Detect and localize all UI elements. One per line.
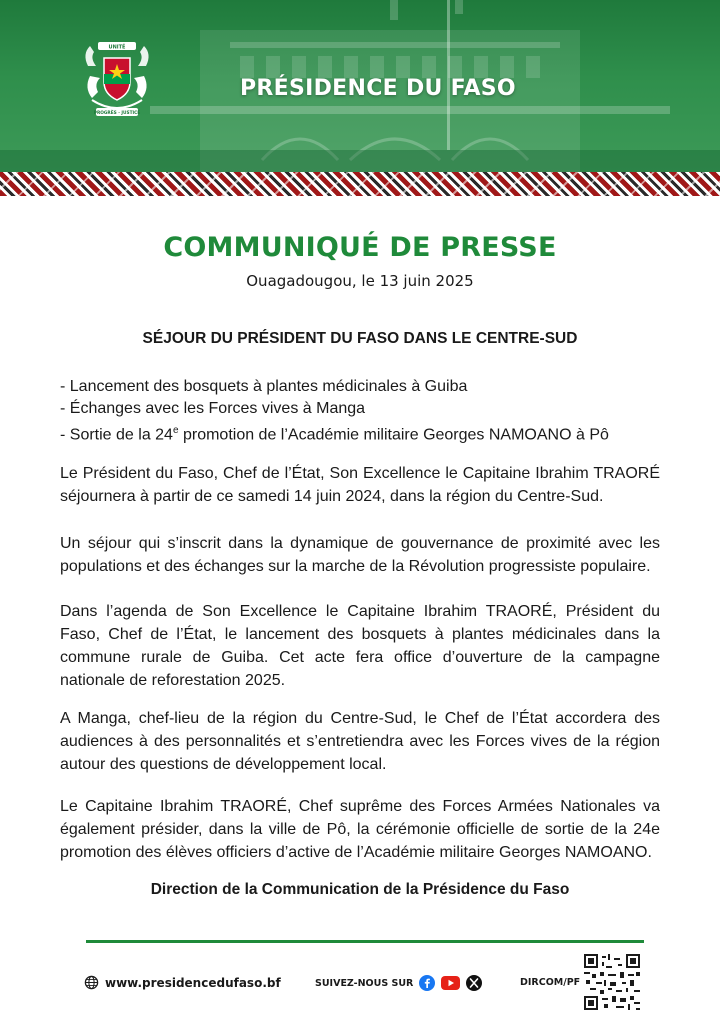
- dircom-label: DIRCOM/PF: [520, 977, 581, 988]
- header-banner: [0, 0, 720, 172]
- superscript-e: e: [172, 425, 179, 436]
- social-follow: [315, 975, 482, 991]
- agenda-list: [60, 376, 670, 446]
- list-item-text-start: - Sortie de la 24: [60, 426, 173, 444]
- paragraph: A Manga, chef-lieu de la région du Centre-Sud, le Chef de l’État accordera des audiences à des personnalités et s’entretiendra avec les Forces vives de la région autour des questions de développement local.: [60, 710, 660, 773]
- paragraph: Le Capitaine Ibrahim TRAORÉ, Chef suprême des Forces Armées Nationales va également présider, dans la ville de Pô, la cérémonie officielle de sortie de la 24e promotion des élèves officiers d’active de l’Académie militaire Georges NAMOANO.: [60, 798, 660, 861]
- footer-divider: [86, 940, 644, 943]
- emblem-top-text: UNITÉ: [108, 44, 126, 51]
- list-item: - Lancement des bosquets à plantes médicinales à Guiba: [60, 378, 468, 395]
- subject-heading: SÉJOUR DU PRÉSIDENT DU FASO DANS LE CENTRE-SUD: [142, 330, 578, 347]
- list-item-text-end: promotion de l’Académie militaire Georges NAMOANO à Pô: [178, 426, 609, 444]
- globe-icon: [84, 975, 99, 990]
- dateline: Ouagadougou, le 13 juin 2025: [246, 272, 474, 290]
- paragraph: Dans l’agenda de Son Excellence le Capitaine Ibrahim TRAORÉ, Président du Faso, Chef de l’État, le lancement des bosquets à plantes médicinales dans la commune rurale de Guiba. Cet acte fera office d’ouverture de la campagne nationale de reforestation 2025.: [60, 603, 660, 689]
- follow-label: SUIVEZ-NOUS SUR: [315, 977, 414, 989]
- banner-title: PRÉSIDENCE DU FASO: [240, 76, 516, 101]
- qr-code[interactable]: [584, 954, 640, 1010]
- list-item: [60, 420, 670, 446]
- coat-of-arms-emblem: [76, 36, 158, 124]
- communique-title: COMMUNIQUÉ DE PRESSE: [163, 232, 557, 263]
- signature: Direction de la Communication de la Présidence du Faso: [150, 881, 570, 898]
- decorative-pattern-strip: [0, 172, 720, 196]
- facebook-icon[interactable]: [419, 975, 435, 991]
- website-text: www.presidencedufaso.bf: [105, 975, 281, 990]
- paragraph: Un séjour qui s’inscrit dans la dynamique de gouvernance de proximité avec les populations et des échanges sur la marche de la Révolution progressiste populaire.: [60, 535, 660, 575]
- emblem-bottom-text: PROGRÈS · JUSTICE: [93, 111, 141, 116]
- website-link[interactable]: [84, 975, 281, 990]
- list-item: - Échanges avec les Forces vives à Manga: [60, 400, 366, 417]
- youtube-icon[interactable]: [441, 976, 460, 990]
- paragraph: Le Président du Faso, Chef de l’État, Son Excellence le Capitaine Ibrahim TRAORÉ séjournera à partir de ce samedi 14 juin 2024, dans la région du Centre-Sud.: [60, 465, 660, 505]
- x-icon[interactable]: [466, 975, 482, 991]
